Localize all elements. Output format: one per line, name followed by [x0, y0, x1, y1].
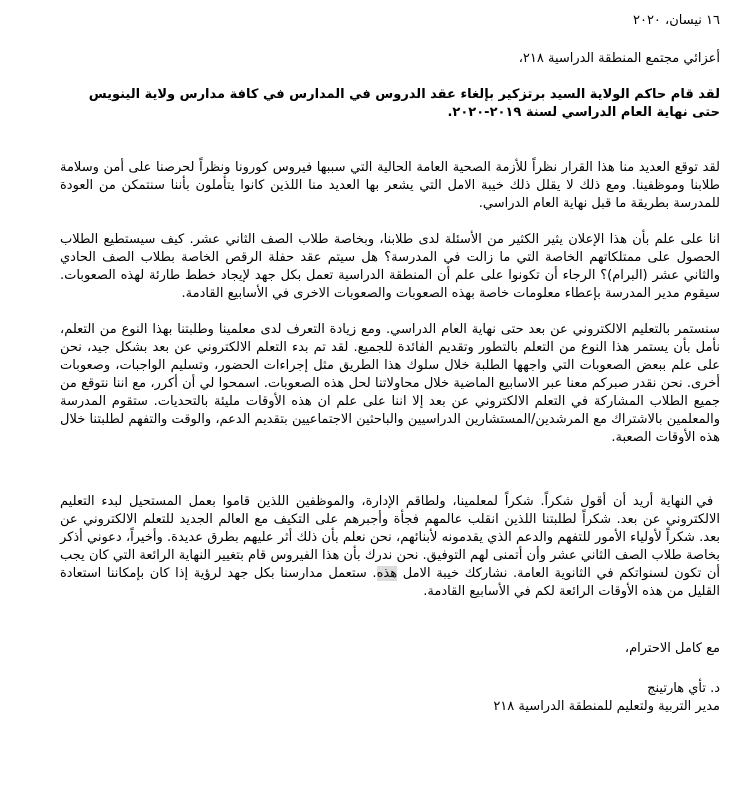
body-paragraph-1: لقد توقع العديد منا هذا القرار نظراً للأزمة الصحية العامة الحالية التي سببها فيروس كورونا ونظراً لحرصنا على أمن وسلامة طلابنا وموظفينا. ومع ذلك لا يقلل ذلك خيبة الامل التي يشعر بها العديد منا اللذين كانوا يتأملون بأننا سنتمكن من العودة للمدرسة بطريقة ما قبل نهاية العام الدراسي. [60, 160, 720, 211]
signature-name: د. تأي هارتينج [647, 681, 720, 696]
paragraph-4-text-end: . ستعمل مدارسنا بكل جهد لرؤية إذا كان بإمكاننا استعادة القليل من هذه الأوقات الرائعة لكم في الأسابيع القادمة. [60, 566, 720, 599]
letter-headline: لقد قام حاكم الولاية السيد برتزكير بإلغاء عقد الدروس في المدارس في كافة مدارس ولاية الينويس حتى نهاية العام الدراسي لسنة ٢٠١٩-٢٠٢٠. [88, 87, 720, 120]
body-paragraph-2: انا على علم بأن هذا الإعلان يثير الكثير من الأسئلة لدى طلابنا، وبخاصة طلاب الصف الثاني عشر. كيف سيستطيع الطلاب الحصول على ممتلكاتهم الخاصة التي ما زالت في المدرسة؟ هل سيتم عقد حفلة الرقص الخاصة بطلاب الصف الحادي والثاني عشر (البرام)؟ الرجاء أن تكونوا على علم أن المنطقة الدراسية تعمل بكل جهد لإيجاد خطط طارئة لهذه الصعوبات. سيقوم مدير المدرسة بإعطاء معلومات خاصة بهذه الصعوبات والصعوبات الاخرى في الأسابيع القادمة. [60, 232, 720, 301]
letter-date: ١٦ نيسان، ٢٠٢٠ [632, 13, 720, 28]
body-paragraph-4 [60, 493, 720, 601]
highlighted-word: هذه [376, 566, 398, 581]
signature-title: مدير التربية ولتعليم للمنطقة الدراسية ٢١٨ [493, 699, 720, 714]
letter-closing: مع كامل الاحترام، [624, 641, 720, 656]
body-paragraph-3: سنستمر بالتعليم الالكتروني عن بعد حتى نهاية العام الدراسي. ومع زيادة التعرف لدى معلمينا وطلبتنا بهذا النوع من التعلم، نأمل بأن يستمر هذا النوع من التعلم بالتطور وتقديم الفائدة للجميع. لقد تم بدء التعلم الالكتروني عن بعد بشكل جيد، نحن على علم ببعض الصعوبات التي واجهها الطلبة خلال سلوك هذا الطريق مثل إجراءات الحضور، وتسليم الواجبات، وصعوبات أخرى. نحن نقدر صبركم معنا عبر الاسابيع الماضية خلال محاولاتنا لحل هذه الصعوبات. اسمحوا لي أن أكرر، مع اننا نتوقع من جميع الطلاب المشاركة في التعلم الالكتروني عن بعد إلا اننا على علم ان هذه الأوقات مليئة بالتحديات. ستقوم المدرسة والمعلمين بالاشتراك مع المرشدين/المستشارين الدراسيين والباحثين الاجتماعيين بتقديم الدعم، والوقت والتفهم لطلبتنا خلال هذه الأوقات الصعبة. [60, 322, 720, 445]
paragraph-4-text: في النهاية أريد أن أقول شكراً. شكراً لمعلمينا، ولطاقم الإدارة، والموظفين اللذين قاموا بعمل المستحيل لبدء التعليم الالكتروني عن بعد. شكراً لطلبتنا اللذين انقلب عالمهم فجأة وأجبرهم على التكيف مع العالم الجديد للتعلم الالكتروني عن بعد. شكراً لأولياء الأمور للتفهم والدعم الذي يقدمونه لأبنائهم، نحن نعلم بأن ذلك أثر عليهم بطرق عديدة. وأخيراً، دعوني أذكر بخاصة طلاب الصف الثاني عشر وأن أتمنى لهم التوفيق. نحن ندرك بأن هذا الفيروس قام بتغيير النهاية الرائعة التي كان يجب أن تكون لسنواتكم في الثانوية العامة. نشاركك خيبة الامل [60, 494, 720, 581]
letter-greeting: أعزائي مجتمع المنطقة الدراسية ٢١٨، [518, 51, 720, 66]
